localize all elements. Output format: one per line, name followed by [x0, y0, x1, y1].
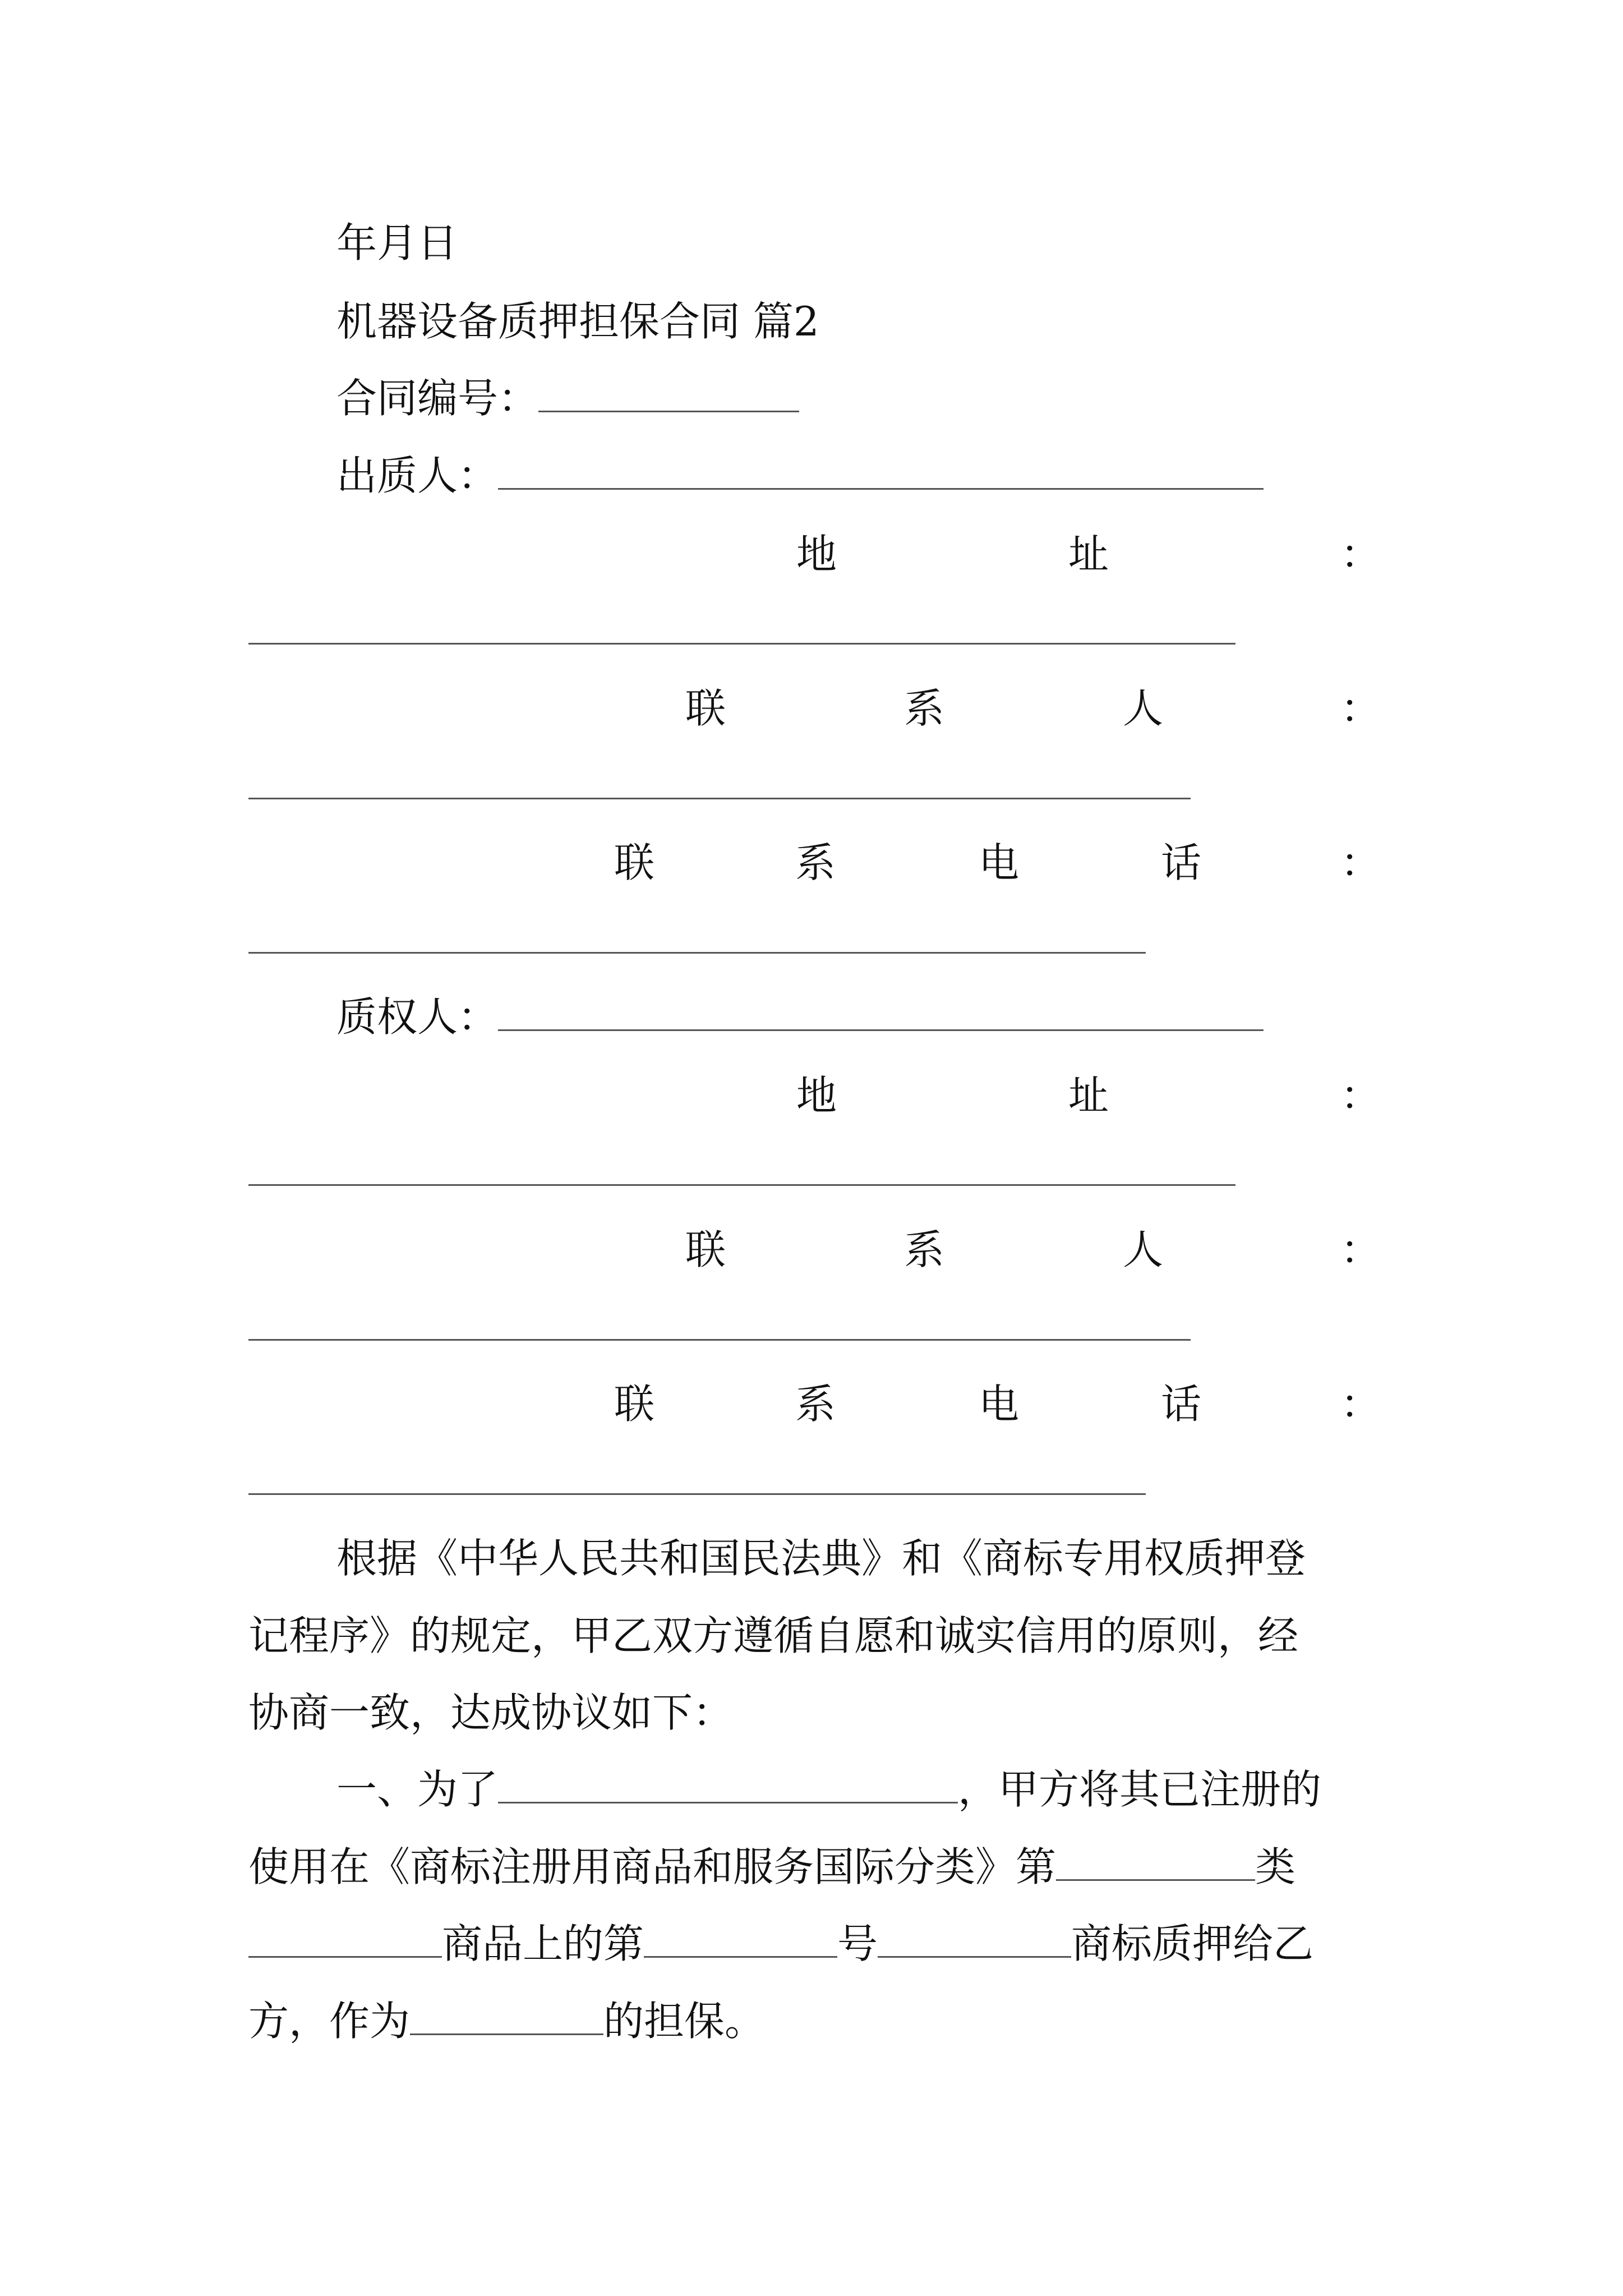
pledgor-phone-colon: ： — [1340, 839, 1381, 886]
pledgee-label: 质权人： — [336, 993, 499, 1041]
pledgor-phone-char-1: 联 — [614, 839, 655, 886]
clause1-text-i: 的担保。 — [603, 1998, 766, 2045]
pledgor-phone-blank — [248, 952, 1146, 954]
clause1-text-a: 一、为了 — [336, 1766, 499, 1813]
clause1-line-3 — [248, 1917, 1313, 1971]
pledgor-contact-char-3: 人 — [1123, 685, 1164, 732]
clause1-line-4 — [248, 1994, 765, 2048]
pledgee-contact-blank — [248, 1339, 1191, 1341]
pledgor-phone-char-4: 话 — [1161, 839, 1202, 886]
pledgor-label: 出质人： — [336, 452, 499, 499]
pledgor-contact-char-1: 联 — [685, 685, 726, 732]
clause1-text-e: 商品上的第 — [442, 1920, 644, 1967]
pledgee-blank — [498, 992, 1264, 1031]
clause1-text-b: ，甲方将其已注册的 — [958, 1766, 1322, 1813]
contract-number-label: 合同编号： — [336, 375, 539, 422]
pledgor-contact-char-2: 系 — [904, 685, 945, 732]
clause1-class-blank — [1056, 1842, 1255, 1881]
pledgor-phone-char-3: 电 — [979, 839, 1020, 886]
preamble-line-3: 协商一致，达成协议如下： — [248, 1689, 734, 1736]
preamble-line-1: 根据《中华人民共和国民法典》和《商标专用权质押登 — [336, 1535, 1306, 1582]
clause1-text-g: 商标质押给乙 — [1071, 1920, 1314, 1967]
clause1-goods-blank — [248, 1919, 442, 1958]
pledgor-address-blank — [248, 643, 1235, 645]
pledgee-contact-colon: ： — [1340, 1226, 1381, 1273]
preamble-line-2: 记程序》的规定，甲乙双方遵循自愿和诚实信用的原则，经 — [248, 1612, 1299, 1659]
pledgor-address-char-2: 址 — [1068, 531, 1109, 578]
clause1-line-2 — [248, 1840, 1295, 1894]
pledgee-row — [336, 990, 1264, 1044]
document-title: 机器设备质押担保合同 篇2 — [336, 298, 819, 345]
clause1-line-1 — [336, 1763, 1321, 1816]
pledgee-contact-char-1: 联 — [685, 1226, 726, 1273]
pledgee-contact-char-3: 人 — [1123, 1226, 1164, 1273]
pledgee-phone-char-3: 电 — [979, 1381, 1020, 1428]
contract-number-blank — [538, 374, 799, 412]
clause1-text-d: 类 — [1255, 1843, 1296, 1890]
pledgee-address-blank — [248, 1184, 1235, 1186]
pledgee-phone-char-4: 话 — [1161, 1381, 1202, 1428]
pledgee-phone-colon: ： — [1340, 1381, 1381, 1428]
pledgee-phone-blank — [248, 1493, 1146, 1495]
pledgor-phone-char-2: 系 — [795, 839, 836, 886]
pledgee-address-colon: ： — [1340, 1072, 1381, 1119]
clause1-text-h: 方，作为 — [248, 1998, 411, 2045]
pledgor-address-colon: ： — [1340, 531, 1381, 578]
clause1-mark-blank — [878, 1919, 1071, 1958]
pledgee-contact-char-2: 系 — [904, 1226, 945, 1273]
pledgee-address-char-2: 址 — [1068, 1072, 1109, 1119]
pledgee-address-char-1: 地 — [796, 1072, 837, 1119]
pledgee-phone-char-1: 联 — [614, 1381, 655, 1428]
clause1-text-c: 使用在《商标注册用商品和服务国际分类》第 — [248, 1843, 1057, 1890]
pledgee-phone-char-2: 系 — [795, 1381, 836, 1428]
clause1-text-f: 号 — [837, 1920, 878, 1967]
clause1-regno-blank — [644, 1919, 837, 1958]
pledgor-address-char-1: 地 — [796, 531, 837, 578]
date-line: 年月日 — [336, 219, 458, 266]
clause1-purpose-blank — [498, 1765, 958, 1803]
pledgor-contact-colon: ： — [1340, 685, 1381, 732]
contract-number-row — [336, 371, 799, 425]
pledgor-row — [336, 449, 1264, 503]
pledgor-contact-blank — [248, 798, 1191, 799]
clause1-guarantee-blank — [410, 1996, 603, 2035]
pledgor-blank — [498, 451, 1264, 490]
